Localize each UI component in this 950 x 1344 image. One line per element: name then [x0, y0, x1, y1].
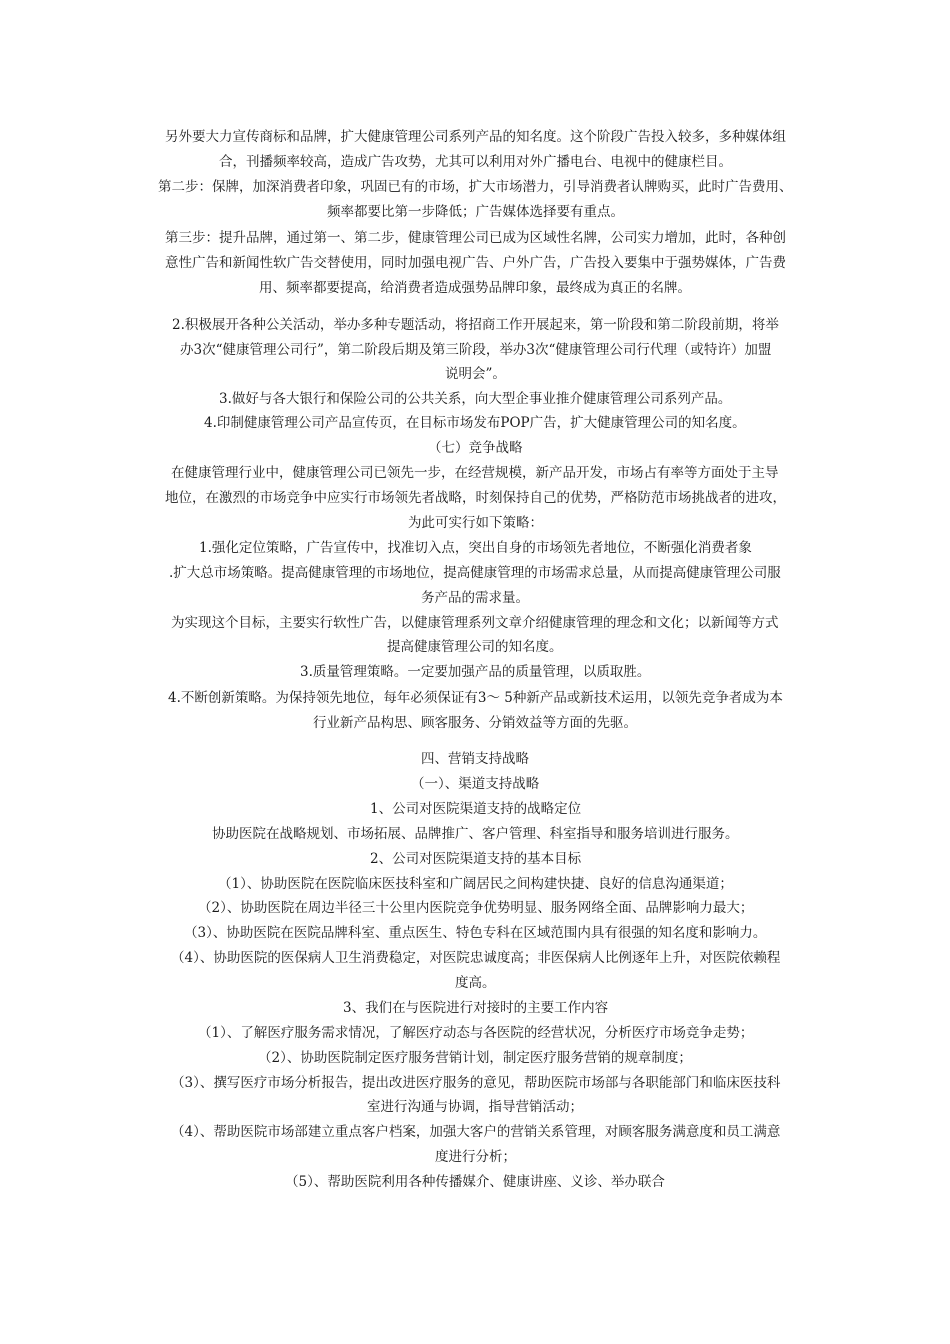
text-line: 4.印制健康管理公司产品宣传页，在目标市场发布POP广告，扩大健康管理公司的知名度。 [204, 415, 746, 431]
text-line: 频率都要比第一步降低；广告媒体选择要有重点。 [327, 204, 624, 220]
text-line: 提高健康管理公司的知名度。 [387, 639, 563, 655]
section-heading: 四、营销支持战略 [421, 751, 529, 767]
text-line: 合，刊播频率较高，造成广告攻势，尤其可以利用对外广播电台、电视中的健康栏目。 [219, 154, 732, 170]
text-line: 室进行沟通与协调，指导营销活动； [367, 1099, 583, 1115]
text-line: 4.不断创新策略。为保持领先地位，每年必须保证有3～ 5种新产品或新技术运用，以领先竞争者成为本 [168, 690, 783, 706]
text-line: 为此可实行如下策略： [408, 515, 543, 531]
text-line: 地位，在激烈的市场竞争中应实行市场领先者战略，时刻保持自己的优势，严格防范市场挑战者的进攻， [165, 490, 786, 506]
section-heading: （七）竞争战略 [428, 440, 523, 456]
text-line: 意性广告和新闻性软广告交替使用，同时加强电视广告、户外广告，广告投入要集中于强势媒体，广告费 [165, 255, 786, 271]
text-line: 度高。 [455, 975, 496, 991]
text-line: （3）、撰写医疗市场分析报告，提出改进医疗服务的意见，帮助医院市场部与各职能部门和临床医技科 [171, 1075, 781, 1091]
text-line: 1.强化定位策略，广告宣传中，找准切入点，突出自身的市场领先者地位，不断强化消费者象 [199, 540, 752, 556]
text-line: （1）、协助医院在医院临床医技科室和广阔居民之间构建快捷、良好的信息沟通渠道； [218, 876, 733, 892]
text-line: 协助医院在战略规划、市场拓展、品牌推广、客户管理、科室指导和服务培训进行服务。 [212, 826, 739, 842]
text-line: （3）、协助医院在医院品牌科室、重点医生、特色专科在区域范围内具有很强的知名度和影响力。 [184, 925, 767, 941]
text-line: 说明会”。 [445, 366, 506, 382]
text-line: 行业新产品构思、顾客服务、分销效益等方面的先驱。 [313, 715, 637, 731]
text-line: 办3次“健康管理公司行”，第二阶段后期及第三阶段，举办3次“健康管理公司行代理（或特许）加盟 [180, 342, 772, 358]
text-line: （2）、协助医院在周边半径三十公里内医院竞争优势明显、服务网络全面、品牌影响力最大； [198, 900, 754, 916]
subsection-heading: 2、公司对医院渠道支持的基本目标 [370, 851, 582, 867]
text-line: 为实现这个目标，主要实行软性广告，以健康管理系列文章介绍健康管理的理念和文化；以新闻等方式 [171, 615, 779, 631]
text-line: （2）、协助医院制定医疗服务营销计划，制定医疗服务营销的规章制度； [258, 1050, 692, 1066]
text-line: （4）、协助医院的医保病人卫生消费稳定，对医院忠诚度高；非医保病人比例逐年上升，对医院依赖程 [171, 950, 781, 966]
text-line: 另外要大力宣传商标和品牌，扩大健康管理公司系列产品的知名度。这个阶段广告投入较多，多种媒体组 [165, 129, 786, 145]
text-line: （1）、了解医疗服务需求情况，了解医疗动态与各医院的经营状况，分析医疗市场竞争走势； [198, 1025, 754, 1041]
text-line: 3.质量管理策略。一定要加强产品的质量管理，以质取胜。 [300, 664, 651, 680]
text-line: 度进行分析； [435, 1149, 516, 1165]
text-line: 2.积极展开各种公关活动，举办多种专题活动，将招商工作开展起来，第一阶段和第二阶段前期，将举 [172, 317, 779, 333]
text-line: （5）、帮助医院利用各种传播媒介、健康讲座、义诊、举办联合 [285, 1174, 665, 1190]
text-line: 第三步：提升品牌，通过第一、第二步，健康管理公司已成为区域性名牌，公司实力增加，此时，各种创 [165, 230, 786, 246]
subsection-heading: 3、我们在与医院进行对接时的主要工作内容 [343, 1000, 609, 1016]
subsection-heading: 1、公司对医院渠道支持的战略定位 [370, 801, 582, 817]
text-line: .扩大总市场策略。提高健康管理的市场地位，提高健康管理的市场需求总量，从而提高健康管理公司服 [169, 565, 781, 581]
text-line: （4）、帮助医院市场部建立重点客户档案，加强大客户的营销关系管理，对顾客服务满意度和员工满意 [171, 1124, 781, 1140]
text-line: 3.做好与各大银行和保险公司的公共关系，向大型企事业推介健康管理公司系列产品。 [219, 391, 732, 407]
text-line: 务产品的需求量。 [421, 590, 529, 606]
section-heading: （一）、渠道支持战略 [411, 776, 540, 792]
text-line: 第二步：保牌，加深消费者印象，巩固已有的市场，扩大市场潜力，引导消费者认牌购买，此时广告费用、 [158, 179, 793, 195]
text-line: 在健康管理行业中，健康管理公司已领先一步，在经营规模，新产品开发，市场占有率等方面处于主导 [171, 465, 779, 481]
text-line: 用、频率都要提高，给消费者造成强势品牌印象，最终成为真正的名牌。 [259, 280, 691, 296]
